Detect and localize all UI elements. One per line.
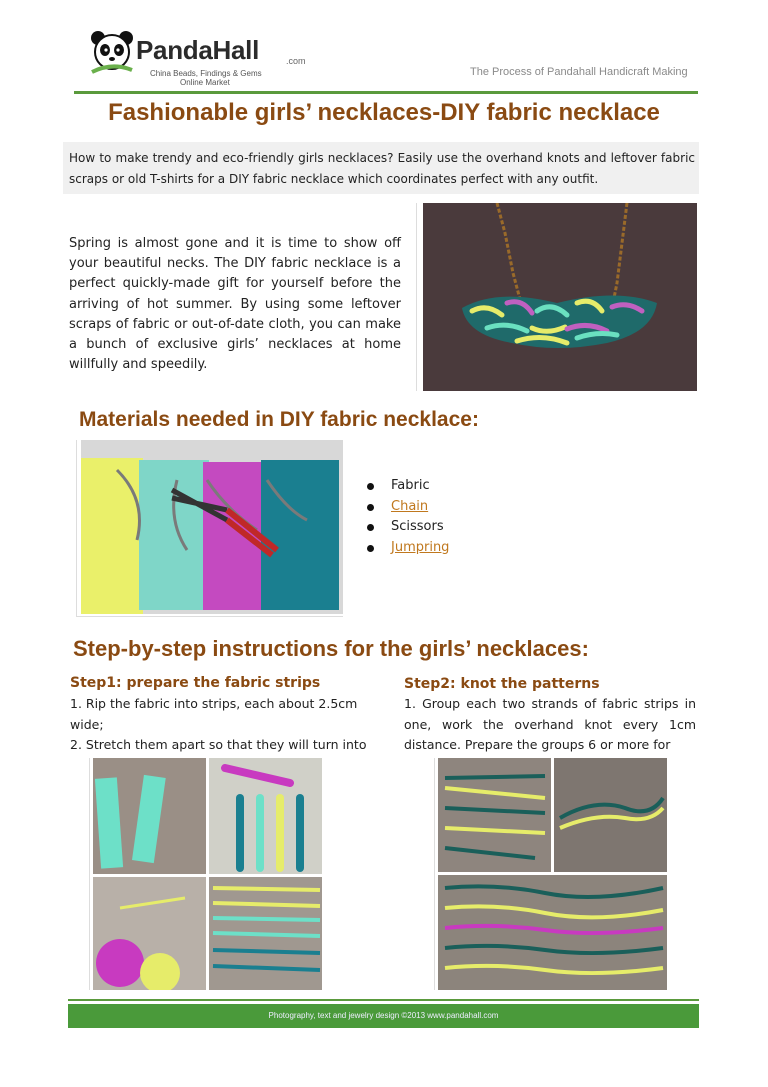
list-item: [365, 517, 449, 538]
list-item[interactable]: [365, 497, 449, 518]
page-title: Fashionable girls’ necklaces-DIY fabric necklace: [108, 99, 660, 126]
footer-credit: Photography, text and jewelry design ©2013 www.pandahall.com: [68, 1004, 699, 1028]
brand-name: PandaHall: [136, 35, 260, 65]
necklace-photo: [416, 203, 697, 391]
step2-photo-grid: [434, 758, 667, 990]
step1-title: Step1: prepare the fabric strips: [70, 675, 321, 691]
intro-text: How to make trendy and eco-friendly girls necklaces? Easily use the overhand knots and leftover fabric scraps or old T-shirts for a DIY fabric necklace which coordinates perfect with any outfit.: [69, 151, 695, 186]
list-item: [365, 476, 449, 497]
jumpring-link[interactable]: Jumpring: [391, 539, 450, 555]
list-item[interactable]: [365, 538, 449, 559]
step1-line2: 2. Stretch them apart so that they will turn into: [70, 737, 367, 752]
chain-link[interactable]: Chain: [391, 498, 429, 514]
step1-line1: 1. Rip the fabric into strips, each about 2.5cm wide;: [70, 696, 358, 732]
brand-suffix: .com: [286, 56, 306, 66]
material-label: Fabric: [391, 478, 430, 493]
intro-paragraph: Spring is almost gone and it is time to show off your beautiful necks. The DIY fabric necklace is a perfect quickly-made gift for yourself before the arriving of hot summer. By using some leftover scraps of fabric or out-of-date cloth, you can make a bunch of exclusive girls’ necklaces at home willfully and speedily.: [69, 236, 401, 373]
step1-photo-grid: [89, 758, 322, 990]
step1-text: [70, 694, 370, 756]
materials-heading: Materials needed in DIY fabric necklace:: [79, 408, 479, 431]
header-divider: [74, 91, 698, 94]
panda-logo-icon: [90, 30, 134, 76]
step2-text: 1. Group each two strands of fabric strips in one, work the overhand knot every 1cm distance. Prepare the groups 6 or more for: [404, 696, 696, 752]
step2-title: Step2: knot the patterns: [404, 676, 600, 692]
materials-list: [365, 476, 449, 558]
brand-tagline-2: Online Market: [180, 78, 230, 87]
brand-tagline: China Beads, Findings & Gems: [150, 69, 262, 78]
material-label: Scissors: [391, 519, 444, 534]
materials-photo: [76, 440, 343, 617]
footer-divider: [68, 999, 699, 1001]
header-caption: The Process of Pandahall Handicraft Making: [470, 66, 688, 78]
steps-heading: Step-by-step instructions for the girls’ necklaces:: [73, 636, 589, 661]
